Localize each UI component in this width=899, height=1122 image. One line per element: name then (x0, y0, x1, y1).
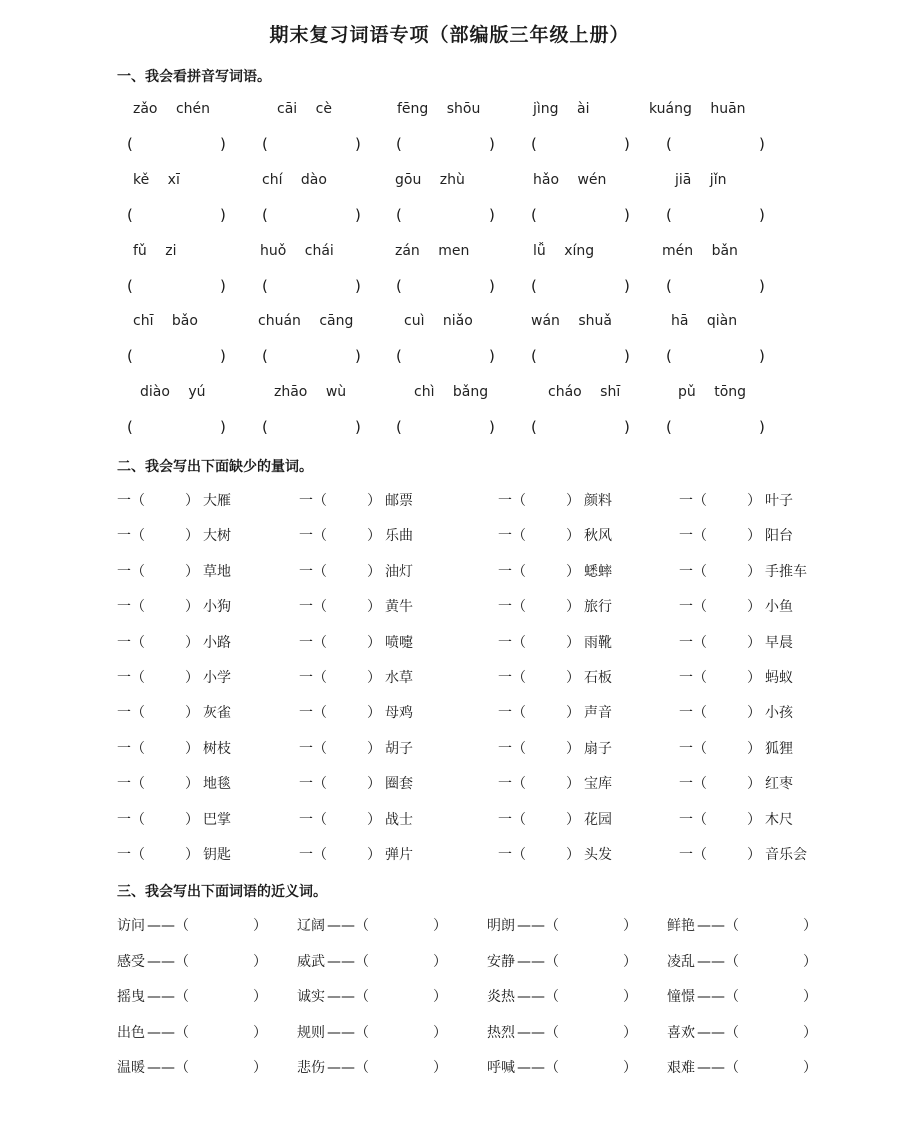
synonym-word: 威武 (297, 953, 325, 970)
measure-word-close: ） (367, 740, 381, 757)
measure-word-prefix: 一（ (117, 670, 145, 686)
answer-close-paren: ) (624, 135, 630, 153)
answer-close-paren: ) (759, 347, 765, 365)
measure-word-close: ） (367, 670, 381, 686)
measure-word-close: ） (747, 563, 761, 580)
pinyin-prompt: zǎo chén (133, 101, 210, 117)
pinyin-prompt: jìng ài (533, 101, 590, 117)
measure-word-close: ） (367, 528, 381, 545)
answer-open-paren: ( (396, 135, 402, 153)
measure-word-noun: 旅行 (584, 599, 612, 616)
measure-word-close: ） (185, 811, 199, 828)
measure-word-prefix: 一（ (498, 847, 526, 863)
measure-word-close: ） (747, 847, 761, 863)
measure-word-prefix: 一（ (498, 670, 526, 686)
answer-open-paren: ( (396, 418, 402, 436)
synonym-close: ） (253, 989, 267, 1005)
synonym-word: 诚实 (297, 989, 325, 1005)
pinyin-prompt: cāi cè (277, 101, 332, 117)
synonym-word: 感受 (117, 953, 145, 970)
pinyin-prompt: chī bǎo (133, 313, 198, 329)
measure-word-close: ） (747, 528, 761, 545)
measure-word-noun: 小路 (203, 634, 231, 651)
answer-close-paren: ) (759, 277, 765, 295)
measure-word-noun: 邮票 (385, 493, 413, 509)
synonym-word: 炎热 (487, 989, 515, 1005)
answer-close-paren: ) (220, 135, 226, 153)
measure-word-noun: 乐曲 (385, 528, 413, 545)
pinyin-prompt: zhāo wù (274, 384, 347, 400)
measure-word-prefix: 一（ (299, 811, 327, 828)
answer-open-paren: ( (262, 135, 268, 153)
pinyin-prompt: gōu zhù (395, 172, 465, 188)
pinyin-prompt: hā qiàn (671, 313, 738, 329)
measure-word-prefix: 一（ (299, 740, 327, 757)
synonym-close: ） (253, 918, 267, 934)
measure-word-noun: 红枣 (765, 776, 793, 793)
measure-word-prefix: 一（ (299, 634, 327, 651)
answer-open-paren: ( (396, 277, 402, 295)
synonym-close: ） (623, 953, 637, 970)
measure-word-noun: 灰雀 (203, 705, 231, 722)
measure-word-noun: 油灯 (385, 563, 413, 580)
synonym-word: 访问 (117, 918, 145, 934)
synonym-dash: ——（ (697, 918, 739, 934)
pinyin-prompt: wán shuǎ (531, 313, 612, 329)
synonym-word: 热烈 (487, 1024, 515, 1041)
measure-word-noun: 小学 (203, 670, 231, 686)
answer-open-paren: ( (666, 347, 672, 365)
answer-close-paren: ) (489, 418, 495, 436)
synonym-word: 喜欢 (667, 1024, 695, 1041)
measure-word-prefix: 一（ (679, 847, 707, 863)
synonym-word: 出色 (117, 1024, 145, 1041)
section1-heading: 一、我会看拼音写词语。 (117, 69, 271, 85)
synonym-dash: ——（ (697, 989, 739, 1005)
measure-word-noun: 圈套 (385, 776, 413, 793)
synonym-word: 艰难 (667, 1060, 695, 1076)
synonym-close: ） (623, 1060, 637, 1076)
answer-open-paren: ( (127, 418, 133, 436)
measure-word-prefix: 一（ (117, 847, 145, 863)
synonym-dash: ——（ (147, 1024, 189, 1041)
page-title: 期末复习词语专项（部编版三年级上册） (269, 24, 630, 46)
synonym-close: ） (803, 989, 817, 1005)
answer-open-paren: ( (666, 206, 672, 224)
measure-word-close: ） (367, 634, 381, 651)
synonym-dash: ——（ (327, 918, 369, 934)
section2-heading: 二、我会写出下面缺少的量词。 (117, 459, 313, 475)
measure-word-prefix: 一（ (679, 811, 707, 828)
measure-word-close: ） (566, 811, 580, 828)
section3-heading: 三、我会写出下面词语的近义词。 (117, 884, 327, 900)
pinyin-prompt: chí dào (262, 172, 327, 188)
measure-word-prefix: 一（ (679, 599, 707, 616)
measure-word-noun: 胡子 (385, 740, 413, 757)
measure-word-close: ） (367, 705, 381, 722)
synonym-close: ） (433, 1024, 447, 1041)
synonym-close: ） (433, 953, 447, 970)
measure-word-close: ） (185, 670, 199, 686)
measure-word-prefix: 一（ (679, 776, 707, 793)
measure-word-noun: 黄牛 (385, 599, 413, 616)
measure-word-close: ） (747, 599, 761, 616)
pinyin-prompt: lǚ xíng (533, 243, 595, 259)
measure-word-prefix: 一（ (117, 776, 145, 793)
answer-close-paren: ) (220, 347, 226, 365)
pinyin-prompt: chuán cāng (258, 313, 354, 329)
measure-word-prefix: 一（ (679, 705, 707, 722)
synonym-word: 温暖 (117, 1060, 145, 1076)
synonym-dash: ——（ (147, 989, 189, 1005)
answer-open-paren: ( (127, 347, 133, 365)
answer-open-paren: ( (262, 277, 268, 295)
answer-open-paren: ( (531, 418, 537, 436)
pinyin-prompt: chì bǎng (414, 384, 489, 400)
measure-word-noun: 扇子 (584, 740, 612, 757)
synonym-dash: ——（ (147, 918, 189, 934)
measure-word-prefix: 一（ (498, 811, 526, 828)
synonym-dash: ——（ (697, 953, 739, 970)
measure-word-prefix: 一（ (498, 705, 526, 722)
pinyin-prompt: fēng shōu (397, 101, 481, 117)
measure-word-noun: 小鱼 (765, 599, 793, 616)
answer-open-paren: ( (127, 206, 133, 224)
answer-open-paren: ( (262, 347, 268, 365)
measure-word-noun: 母鸡 (385, 705, 413, 722)
synonym-dash: ——（ (327, 1024, 369, 1041)
answer-open-paren: ( (531, 347, 537, 365)
answer-close-paren: ) (489, 347, 495, 365)
measure-word-close: ） (185, 563, 199, 580)
pinyin-prompt: zán men (395, 243, 470, 259)
synonym-word: 呼喊 (487, 1060, 515, 1076)
synonym-close: ） (253, 1060, 267, 1076)
synonym-close: ） (803, 918, 817, 934)
answer-open-paren: ( (531, 135, 537, 153)
synonym-close: ） (623, 989, 637, 1005)
answer-close-paren: ) (220, 418, 226, 436)
measure-word-close: ） (185, 493, 199, 509)
measure-word-noun: 木尺 (765, 811, 793, 828)
synonym-word: 辽阔 (297, 918, 325, 934)
measure-word-close: ） (185, 599, 199, 616)
measure-word-prefix: 一（ (299, 705, 327, 722)
measure-word-prefix: 一（ (117, 493, 145, 509)
measure-word-prefix: 一（ (117, 811, 145, 828)
answer-close-paren: ) (624, 277, 630, 295)
pinyin-prompt: cuì niǎo (404, 313, 473, 329)
pinyin-prompt: hǎo wén (533, 172, 607, 188)
measure-word-close: ） (566, 740, 580, 757)
answer-close-paren: ) (489, 135, 495, 153)
synonym-dash: ——（ (517, 1024, 559, 1041)
measure-word-close: ） (185, 847, 199, 863)
answer-close-paren: ) (759, 418, 765, 436)
pinyin-prompt: kuáng huān (649, 101, 746, 117)
synonym-dash: ——（ (517, 1060, 559, 1076)
measure-word-prefix: 一（ (679, 634, 707, 651)
answer-open-paren: ( (262, 206, 268, 224)
pinyin-prompt: pǔ tōng (678, 384, 747, 400)
measure-word-prefix: 一（ (679, 493, 707, 509)
answer-close-paren: ) (759, 135, 765, 153)
measure-word-noun: 头发 (584, 847, 612, 863)
synonym-close: ） (433, 918, 447, 934)
measure-word-noun: 大树 (203, 528, 231, 545)
measure-word-noun: 草地 (203, 563, 231, 580)
synonym-word: 鲜艳 (667, 918, 695, 934)
measure-word-close: ） (367, 776, 381, 793)
measure-word-close: ） (566, 847, 580, 863)
measure-word-close: ） (185, 705, 199, 722)
measure-word-close: ） (747, 493, 761, 509)
pinyin-prompt: jiā jǐn (675, 172, 727, 188)
measure-word-prefix: 一（ (679, 563, 707, 580)
measure-word-prefix: 一（ (117, 599, 145, 616)
measure-word-prefix: 一（ (498, 740, 526, 757)
measure-word-prefix: 一（ (299, 599, 327, 616)
measure-word-close: ） (367, 563, 381, 580)
measure-word-close: ） (185, 528, 199, 545)
answer-close-paren: ) (355, 347, 361, 365)
answer-open-paren: ( (666, 277, 672, 295)
measure-word-noun: 弹片 (385, 847, 413, 863)
measure-word-prefix: 一（ (498, 599, 526, 616)
answer-close-paren: ) (355, 418, 361, 436)
measure-word-prefix: 一（ (299, 670, 327, 686)
measure-word-noun: 地毯 (203, 776, 231, 793)
synonym-dash: ——（ (517, 989, 559, 1005)
answer-open-paren: ( (396, 347, 402, 365)
synonym-close: ） (803, 1060, 817, 1076)
measure-word-prefix: 一（ (117, 705, 145, 722)
answer-close-paren: ) (355, 277, 361, 295)
pinyin-prompt: mén bǎn (662, 243, 738, 259)
measure-word-noun: 声音 (584, 705, 612, 722)
answer-open-paren: ( (127, 277, 133, 295)
measure-word-prefix: 一（ (299, 493, 327, 509)
measure-word-noun: 钥匙 (203, 847, 231, 863)
measure-word-noun: 小狗 (203, 599, 231, 616)
synonym-dash: ——（ (147, 953, 189, 970)
answer-close-paren: ) (759, 206, 765, 224)
measure-word-prefix: 一（ (498, 776, 526, 793)
synonym-dash: ——（ (697, 1060, 739, 1076)
pinyin-prompt: huǒ chái (260, 243, 334, 259)
measure-word-close: ） (367, 847, 381, 863)
answer-close-paren: ) (489, 206, 495, 224)
measure-word-close: ） (566, 493, 580, 509)
synonym-word: 憧憬 (667, 989, 695, 1005)
synonym-dash: ——（ (517, 918, 559, 934)
measure-word-prefix: 一（ (117, 563, 145, 580)
answer-open-paren: ( (531, 206, 537, 224)
measure-word-noun: 狐狸 (765, 740, 793, 757)
synonym-close: ） (433, 989, 447, 1005)
pinyin-prompt: cháo shī (548, 384, 621, 400)
measure-word-prefix: 一（ (679, 740, 707, 757)
answer-close-paren: ) (220, 206, 226, 224)
synonym-close: ） (253, 1024, 267, 1041)
measure-word-close: ） (185, 634, 199, 651)
answer-open-paren: ( (127, 135, 133, 153)
answer-close-paren: ) (355, 206, 361, 224)
measure-word-noun: 石板 (584, 670, 612, 686)
measure-word-noun: 阳台 (765, 528, 793, 545)
measure-word-close: ） (185, 776, 199, 793)
measure-word-close: ） (747, 811, 761, 828)
measure-word-prefix: 一（ (299, 776, 327, 793)
measure-word-noun: 手推车 (765, 563, 807, 580)
measure-word-close: ） (747, 705, 761, 722)
measure-word-prefix: 一（ (117, 740, 145, 757)
answer-close-paren: ) (624, 347, 630, 365)
measure-word-close: ） (566, 563, 580, 580)
answer-close-paren: ) (355, 135, 361, 153)
measure-word-close: ） (185, 740, 199, 757)
answer-close-paren: ) (489, 277, 495, 295)
measure-word-prefix: 一（ (117, 634, 145, 651)
measure-word-close: ） (747, 776, 761, 793)
measure-word-prefix: 一（ (498, 634, 526, 651)
measure-word-noun: 树枝 (203, 740, 231, 757)
measure-word-close: ） (566, 599, 580, 616)
synonym-dash: ——（ (327, 953, 369, 970)
answer-close-paren: ) (624, 206, 630, 224)
synonym-close: ） (803, 1024, 817, 1041)
measure-word-prefix: 一（ (679, 670, 707, 686)
synonym-word: 安静 (487, 953, 515, 970)
measure-word-close: ） (747, 670, 761, 686)
measure-word-close: ） (367, 493, 381, 509)
measure-word-noun: 水草 (385, 670, 413, 686)
measure-word-noun: 小孩 (765, 705, 793, 722)
synonym-word: 规则 (297, 1024, 325, 1041)
measure-word-noun: 叶子 (765, 493, 793, 509)
pinyin-prompt: diào yú (140, 384, 206, 400)
synonym-word: 悲伤 (297, 1060, 325, 1076)
synonym-word: 明朗 (487, 918, 515, 934)
answer-open-paren: ( (262, 418, 268, 436)
measure-word-close: ） (747, 634, 761, 651)
answer-open-paren: ( (666, 135, 672, 153)
measure-word-close: ） (566, 634, 580, 651)
measure-word-prefix: 一（ (498, 493, 526, 509)
measure-word-close: ） (566, 705, 580, 722)
measure-word-noun: 花园 (584, 811, 612, 828)
measure-word-noun: 战士 (385, 811, 413, 828)
measure-word-prefix: 一（ (299, 528, 327, 545)
measure-word-noun: 音乐会 (765, 847, 807, 863)
answer-open-paren: ( (396, 206, 402, 224)
measure-word-close: ） (367, 599, 381, 616)
measure-word-noun: 秋风 (584, 528, 612, 545)
answer-open-paren: ( (531, 277, 537, 295)
synonym-close: ） (253, 953, 267, 970)
measure-word-close: ） (566, 776, 580, 793)
measure-word-noun: 蟋蟀 (584, 563, 612, 580)
synonym-close: ） (623, 1024, 637, 1041)
measure-word-prefix: 一（ (679, 528, 707, 545)
measure-word-close: ） (747, 740, 761, 757)
synonym-dash: ——（ (147, 1060, 189, 1076)
pinyin-prompt: fǔ zi (133, 243, 177, 259)
synonym-word: 摇曳 (117, 989, 145, 1005)
answer-open-paren: ( (666, 418, 672, 436)
measure-word-prefix: 一（ (498, 528, 526, 545)
synonym-close: ） (623, 918, 637, 934)
measure-word-noun: 宝库 (584, 776, 612, 793)
synonym-word: 凌乱 (667, 953, 695, 970)
measure-word-noun: 颜料 (584, 493, 612, 509)
synonym-dash: ——（ (327, 989, 369, 1005)
measure-word-noun: 巴掌 (203, 811, 231, 828)
synonym-close: ） (433, 1060, 447, 1076)
answer-close-paren: ) (624, 418, 630, 436)
synonym-dash: ——（ (697, 1024, 739, 1041)
measure-word-noun: 雨靴 (584, 634, 612, 651)
measure-word-noun: 大雁 (203, 493, 231, 509)
answer-close-paren: ) (220, 277, 226, 295)
measure-word-prefix: 一（ (117, 528, 145, 545)
measure-word-prefix: 一（ (299, 563, 327, 580)
measure-word-close: ） (566, 670, 580, 686)
measure-word-noun: 蚂蚁 (765, 670, 793, 686)
measure-word-noun: 早晨 (765, 634, 793, 651)
synonym-dash: ——（ (517, 953, 559, 970)
measure-word-close: ） (367, 811, 381, 828)
measure-word-prefix: 一（ (299, 847, 327, 863)
measure-word-noun: 喷嚏 (385, 634, 413, 651)
synonym-dash: ——（ (327, 1060, 369, 1076)
measure-word-prefix: 一（ (498, 563, 526, 580)
pinyin-prompt: kě xī (133, 172, 180, 188)
measure-word-close: ） (566, 528, 580, 545)
synonym-close: ） (803, 953, 817, 970)
